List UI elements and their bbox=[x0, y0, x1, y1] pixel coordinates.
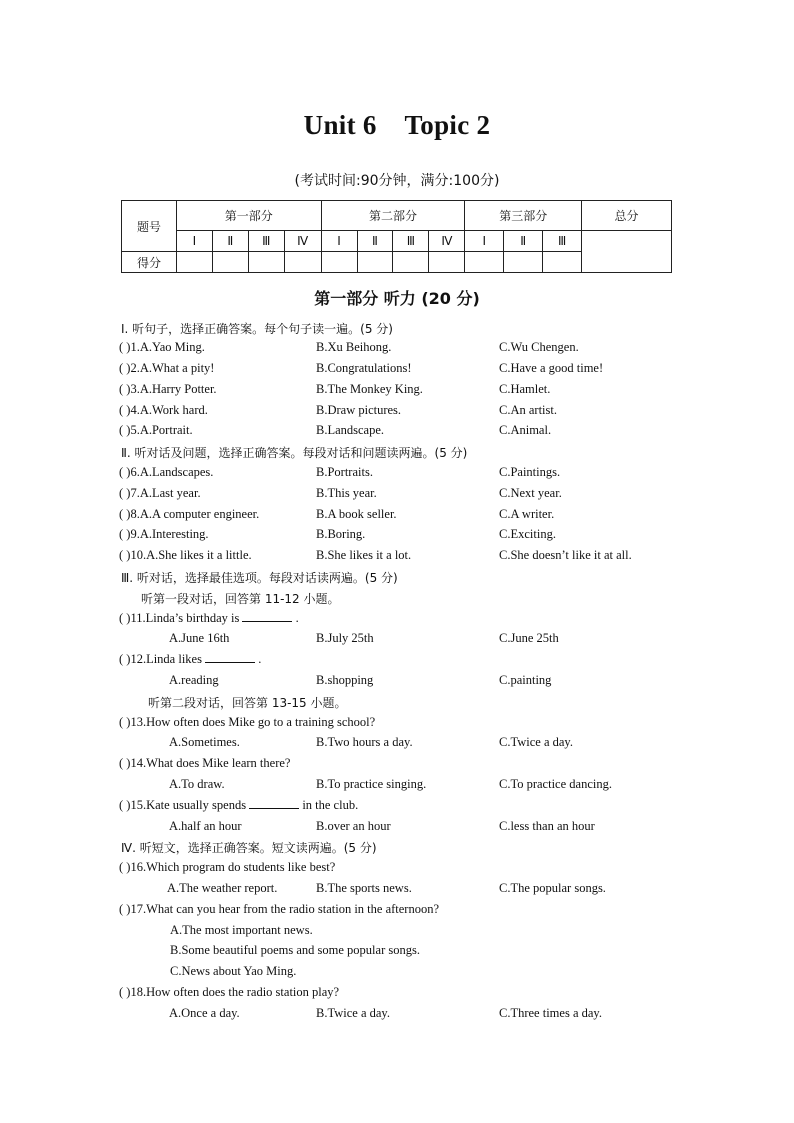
score-cell[interactable] bbox=[321, 252, 357, 273]
answer-blank[interactable] bbox=[205, 652, 255, 663]
option-b: B.Landscape. bbox=[316, 423, 385, 437]
question-stem: ( )14.What does Mike learn there? bbox=[119, 756, 291, 770]
option-c: C.Next year. bbox=[499, 486, 562, 500]
option-c: C.An artist. bbox=[499, 403, 557, 417]
exam-info: (考试时间:90分钟，满分:100分) bbox=[294, 173, 500, 189]
score-table-label-no: 题号 bbox=[122, 201, 177, 252]
question-stem: ( )12.Linda likes bbox=[119, 652, 202, 666]
question-stem-end: in the club. bbox=[302, 798, 359, 812]
numeral-cell: Ⅳ bbox=[429, 231, 465, 252]
option-c: C.Have a good time! bbox=[499, 361, 604, 375]
option-b: B.Twice a day. bbox=[316, 1006, 390, 1020]
option-a: A.half an hour bbox=[169, 819, 242, 833]
option-c: C.Animal. bbox=[499, 423, 552, 437]
question-17 bbox=[119, 902, 439, 917]
numeral-cell: Ⅲ bbox=[248, 231, 284, 252]
question-stem: ( )1.A.Yao Ming. bbox=[119, 340, 205, 354]
score-table-total: 总分 bbox=[582, 201, 672, 231]
option-b: B.To practice singing. bbox=[316, 777, 427, 791]
question-18 bbox=[119, 985, 339, 1000]
question-10 bbox=[119, 548, 252, 563]
option-a: A.reading bbox=[169, 673, 219, 687]
question-stem: ( )15.Kate usually spends bbox=[119, 798, 247, 812]
question-2 bbox=[119, 361, 214, 376]
score-table-part2: 第二部分 bbox=[321, 201, 465, 231]
numeral-cell: Ⅰ bbox=[465, 231, 504, 252]
option-b: B.Congratulations! bbox=[316, 361, 412, 375]
option-c: C.News about Yao Ming. bbox=[170, 964, 297, 978]
option-a: A.June 16th bbox=[169, 631, 230, 645]
numeral-cell: Ⅱ bbox=[504, 231, 543, 252]
option-c: C.painting bbox=[499, 673, 552, 687]
option-c: C.June 25th bbox=[499, 631, 559, 645]
question-stem: ( )7.A.Last year. bbox=[119, 486, 201, 500]
option-a: A.The most important news. bbox=[170, 923, 313, 937]
score-table-part1: 第一部分 bbox=[176, 201, 321, 231]
option-c: C.Three times a day. bbox=[499, 1006, 602, 1020]
option-b: B.She likes it a lot. bbox=[316, 548, 412, 562]
option-c: C.Wu Chengen. bbox=[499, 340, 579, 354]
option-c: C.Hamlet. bbox=[499, 382, 551, 396]
option-c: C.To practice dancing. bbox=[499, 777, 612, 791]
option-c: C.A writer. bbox=[499, 507, 555, 521]
question-stem-end: . bbox=[295, 611, 299, 625]
question-16 bbox=[119, 860, 335, 875]
option-a: A.To draw. bbox=[169, 777, 225, 791]
option-b: B.Boring. bbox=[316, 527, 366, 541]
question-stem: ( )4.A.Work hard. bbox=[119, 403, 208, 417]
question-3 bbox=[119, 382, 217, 397]
question-14 bbox=[119, 756, 290, 771]
score-table bbox=[121, 200, 672, 273]
score-cell[interactable] bbox=[465, 252, 504, 273]
option-a: A.Once a day. bbox=[169, 1006, 240, 1020]
part-4-heading: Ⅳ. 听短文，选择正确答案。短文读两遍。(5 分) bbox=[121, 841, 377, 855]
question-stem: ( )13.How often does Mike go to a training school? bbox=[119, 715, 376, 729]
question-stem: ( )6.A.Landscapes. bbox=[119, 465, 214, 479]
numeral-cell: Ⅰ bbox=[176, 231, 212, 252]
score-cell[interactable] bbox=[284, 252, 321, 273]
question-8 bbox=[119, 507, 259, 522]
question-1 bbox=[119, 340, 205, 355]
question-stem: ( )18.How often does the radio station play? bbox=[119, 985, 340, 999]
question-stem-end: . bbox=[258, 652, 262, 666]
question-stem: ( )2.A.What a pity! bbox=[119, 361, 215, 375]
option-b: B.Draw pictures. bbox=[316, 403, 402, 417]
answer-blank[interactable] bbox=[249, 798, 299, 809]
option-b: B.Xu Beihong. bbox=[316, 340, 392, 354]
numeral-cell: Ⅱ bbox=[212, 231, 248, 252]
question-stem: ( )11.Linda’s birthday is bbox=[119, 611, 240, 625]
part-2-heading: Ⅱ. 听对话及问题，选择正确答案。每段对话和问题读两遍。(5 分) bbox=[121, 446, 468, 460]
option-c: C.The popular songs. bbox=[499, 881, 606, 895]
total-score-cell[interactable] bbox=[582, 231, 672, 273]
numeral-cell: Ⅰ bbox=[321, 231, 357, 252]
option-c: C.She doesn’t like it at all. bbox=[499, 548, 632, 562]
numeral-cell: Ⅲ bbox=[543, 231, 582, 252]
score-table-label-score: 得分 bbox=[122, 252, 177, 273]
option-b: B.Two hours a day. bbox=[316, 735, 413, 749]
score-cell[interactable] bbox=[393, 252, 429, 273]
option-b: B.July 25th bbox=[316, 631, 374, 645]
question-stem: ( )9.A.Interesting. bbox=[119, 527, 209, 541]
question-12 bbox=[119, 652, 261, 667]
option-c: C.Exciting. bbox=[499, 527, 556, 541]
option-b: B.shopping bbox=[316, 673, 374, 687]
page-title: Unit 6 Topic 2 bbox=[303, 110, 491, 140]
option-b: B.The sports news. bbox=[316, 881, 412, 895]
score-cell[interactable] bbox=[248, 252, 284, 273]
score-cell[interactable] bbox=[357, 252, 393, 273]
question-7 bbox=[119, 486, 201, 501]
part-3-heading: Ⅲ. 听对话，选择最佳选项。每段对话读两遍。(5 分) bbox=[121, 571, 398, 585]
option-a: A.The weather report. bbox=[167, 881, 278, 895]
part-1-heading: Ⅰ. 听句子，选择正确答案。每个句子读一遍。(5 分) bbox=[121, 322, 393, 336]
score-cell[interactable] bbox=[429, 252, 465, 273]
score-cell[interactable] bbox=[212, 252, 248, 273]
question-stem: ( )5.A.Portrait. bbox=[119, 423, 193, 437]
question-stem: ( )8.A.A computer engineer. bbox=[119, 507, 260, 521]
question-9 bbox=[119, 527, 209, 542]
dialog-1-note: 听第一段对话，回答第 11-12 小题。 bbox=[141, 592, 340, 606]
numeral-cell: Ⅳ bbox=[284, 231, 321, 252]
question-6 bbox=[119, 465, 213, 480]
option-a: A.Sometimes. bbox=[169, 735, 240, 749]
question-13 bbox=[119, 715, 375, 730]
question-stem: ( )16.Which program do students like best? bbox=[119, 860, 336, 874]
option-b: B.Portraits. bbox=[316, 465, 373, 479]
dialog-2-note: 听第二段对话，回答第 13-15 小题。 bbox=[148, 696, 347, 710]
question-15 bbox=[119, 798, 358, 813]
section-title: 第一部分 听力 (20 分) bbox=[314, 289, 480, 308]
question-stem: ( )17.What can you hear from the radio station in the afternoon? bbox=[119, 902, 440, 916]
score-cell[interactable] bbox=[543, 252, 582, 273]
question-5 bbox=[119, 423, 193, 438]
score-table-part3: 第三部分 bbox=[465, 201, 582, 231]
option-c: C.Twice a day. bbox=[499, 735, 573, 749]
question-stem: ( )3.A.Harry Potter. bbox=[119, 382, 217, 396]
option-b: B.Some beautiful poems and some popular songs. bbox=[170, 943, 420, 957]
question-11 bbox=[119, 611, 299, 626]
option-b: B.The Monkey King. bbox=[316, 382, 423, 396]
option-b: B.over an hour bbox=[316, 819, 391, 833]
option-b: B.This year. bbox=[316, 486, 377, 500]
numeral-cell: Ⅱ bbox=[357, 231, 393, 252]
numeral-cell: Ⅲ bbox=[393, 231, 429, 252]
answer-blank[interactable] bbox=[242, 611, 292, 622]
option-b: B.A book seller. bbox=[316, 507, 397, 521]
question-stem: ( )10.A.She likes it a little. bbox=[119, 548, 252, 562]
option-c: C.less than an hour bbox=[499, 819, 595, 833]
score-cell[interactable] bbox=[176, 252, 212, 273]
option-c: C.Paintings. bbox=[499, 465, 561, 479]
question-4 bbox=[119, 403, 208, 418]
score-cell[interactable] bbox=[504, 252, 543, 273]
